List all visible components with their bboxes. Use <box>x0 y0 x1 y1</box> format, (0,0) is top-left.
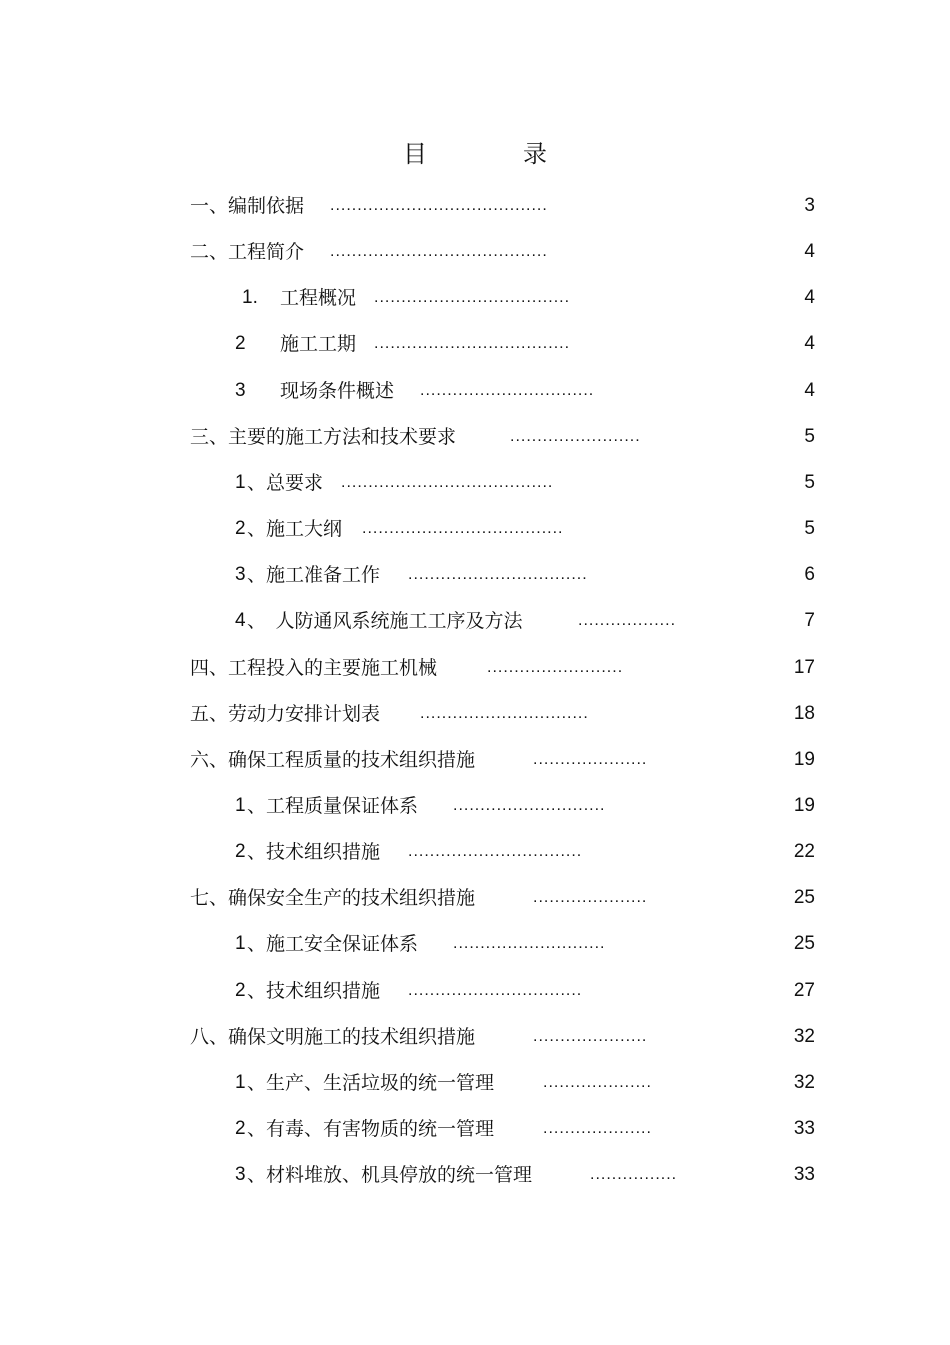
toc-entry-label: 、生产、生活垃圾的统一管理 <box>247 1071 495 1094</box>
toc-entry-label: 、有毒、有害物质的统一管理 <box>247 1118 495 1140</box>
toc-entry[interactable] <box>0 183 950 229</box>
toc-entry-leader: .................. <box>578 612 677 630</box>
toc-entry-page-number: 5 <box>804 425 815 447</box>
toc-entry-label: 、技术组织措施 <box>247 979 381 1002</box>
toc-entry[interactable] <box>0 783 950 829</box>
toc-entry-page-number: 4 <box>804 333 815 355</box>
toc-entry-page-number: 27 <box>793 979 815 1001</box>
toc-entry-leader: ........................ <box>510 427 641 445</box>
toc-entry-leader: .................... <box>543 1120 652 1137</box>
toc-entry-page-number: 4 <box>804 287 815 309</box>
toc-entry-label: 、施工准备工作 <box>247 564 381 587</box>
toc-entry-leader: ................................ <box>408 843 583 861</box>
toc-entry-label: 工程概况 <box>280 287 357 310</box>
toc-entry[interactable] <box>0 968 950 1014</box>
toc-entry-page-number: 5 <box>804 518 815 540</box>
toc-entry-number: 2 <box>235 1118 246 1139</box>
toc-entry[interactable] <box>0 691 950 737</box>
toc-entry[interactable] <box>0 552 950 598</box>
toc-entry-number: 2 <box>235 979 246 1001</box>
toc-entry-number: 3 <box>235 379 246 401</box>
toc-entry-page-number: 32 <box>793 1025 815 1047</box>
toc-entry-leader: ......................... <box>487 658 624 676</box>
toc-entry-page-number: 18 <box>793 702 815 724</box>
toc-entry-label: 施工工期 <box>280 333 357 356</box>
toc-entry-leader: ..................... <box>533 750 648 768</box>
toc-entry-number: 2 <box>235 841 246 863</box>
toc-entry[interactable] <box>0 1152 950 1198</box>
toc-entry-page-number: 7 <box>804 610 815 632</box>
toc-entry-label: 二、工程简介 <box>190 241 305 264</box>
toc-entry-page-number: 22 <box>793 841 815 863</box>
toc-entry-leader: ........................................ <box>330 197 548 214</box>
toc-entry-page-number: 6 <box>804 564 815 586</box>
toc-entry-leader: ................ <box>590 1166 678 1184</box>
toc-entry-leader: ..................... <box>533 889 648 907</box>
toc-entry-label: 、技术组织措施 <box>247 841 381 864</box>
toc-entry-label: 三、主要的施工方法和技术要求 <box>190 425 457 448</box>
toc-entry[interactable] <box>0 875 950 921</box>
toc-entry-page-number: 19 <box>793 748 815 770</box>
toc-entry[interactable] <box>0 598 950 644</box>
toc-entry-page-number: 17 <box>793 656 815 678</box>
toc-entry-label: 、施工大纲 <box>247 518 343 541</box>
toc-entry-label: 七、确保安全生产的技术组织措施 <box>190 887 476 910</box>
toc-entry-page-number: 25 <box>793 887 815 909</box>
toc-entry-label: 六、确保工程质量的技术组织措施 <box>190 748 476 771</box>
toc-entry-page-number: 4 <box>804 241 815 263</box>
toc-entry[interactable] <box>0 229 950 275</box>
toc-entry-page-number: 19 <box>793 794 815 816</box>
toc-entry[interactable] <box>0 829 950 875</box>
toc-entry[interactable] <box>0 1014 950 1060</box>
toc-entry-label: 四、工程投入的主要施工机械 <box>190 656 438 679</box>
toc-entry-leader: .................................... <box>374 289 571 307</box>
toc-entry-number: 1 <box>235 933 246 955</box>
toc-entry-label: 、 人防通风系统施工工序及方法 <box>247 610 523 633</box>
toc-entry-label: 、施工安全保证体系 <box>247 933 419 956</box>
toc-entry-number: 2 <box>235 518 246 540</box>
toc-entry-page-number: 33 <box>793 1118 815 1139</box>
toc-entry-number: 1 <box>235 471 246 493</box>
toc-entry[interactable] <box>0 1106 950 1152</box>
toc-entry-number: 1 <box>235 1071 246 1093</box>
toc-entry[interactable] <box>0 737 950 783</box>
toc-entry-leader: ............................... <box>420 704 589 722</box>
toc-entry[interactable] <box>0 645 950 691</box>
toc-entry-number: 1 <box>235 794 246 816</box>
toc-entry[interactable] <box>0 1060 950 1106</box>
toc-entry-label: 八、确保文明施工的技术组织措施 <box>190 1025 476 1048</box>
toc-entry-leader: ..................................... <box>362 520 564 538</box>
toc-entry-leader: ....................................... <box>341 473 554 491</box>
toc-entry-leader: ................................. <box>408 566 588 584</box>
toc-entry-label: 、材料堆放、机具停放的统一管理 <box>247 1164 533 1187</box>
toc-entry-label: 一、编制依据 <box>190 195 305 217</box>
toc-entry[interactable] <box>0 321 950 367</box>
toc-entry-page-number: 4 <box>804 379 815 401</box>
toc-entry[interactable] <box>0 921 950 967</box>
toc-entry[interactable] <box>0 368 950 414</box>
toc-entry[interactable] <box>0 460 950 506</box>
toc-entry[interactable] <box>0 506 950 552</box>
toc-entry-page-number: 5 <box>804 471 815 493</box>
toc-entry-leader: .................................... <box>374 335 571 353</box>
toc-entry-leader: .................... <box>543 1073 652 1091</box>
toc-entry-page-number: 32 <box>793 1071 815 1093</box>
toc-entry-page-number: 3 <box>804 195 815 216</box>
toc-entry-number: 3 <box>235 564 246 586</box>
toc-entry-number: 1. <box>242 287 258 309</box>
toc-entry-number: 3 <box>235 1164 246 1186</box>
toc-entry-page-number: 25 <box>793 933 815 955</box>
toc-entry-leader: ................................ <box>408 981 583 999</box>
toc-entry-label: 现场条件概述 <box>280 379 395 402</box>
toc-entry-label: 、工程质量保证体系 <box>247 794 419 817</box>
toc-entry-label: 、总要求 <box>247 471 324 494</box>
toc-entry-leader: ........................................ <box>330 243 548 261</box>
toc-entry-page-number: 33 <box>793 1164 815 1186</box>
toc-entry-number: 2 <box>235 333 246 355</box>
toc-entry[interactable] <box>0 275 950 321</box>
toc-entry-leader: ................................ <box>420 381 595 399</box>
toc-entry-leader: ............................ <box>453 935 606 953</box>
toc-entry-leader: ............................ <box>453 796 606 814</box>
toc-entry[interactable] <box>0 414 950 460</box>
toc-entry-label: 五、劳动力安排计划表 <box>190 702 381 725</box>
toc-entry-leader: ..................... <box>533 1027 648 1045</box>
toc-entry-number: 4 <box>235 610 246 632</box>
page-title: 目 录 <box>403 140 583 168</box>
